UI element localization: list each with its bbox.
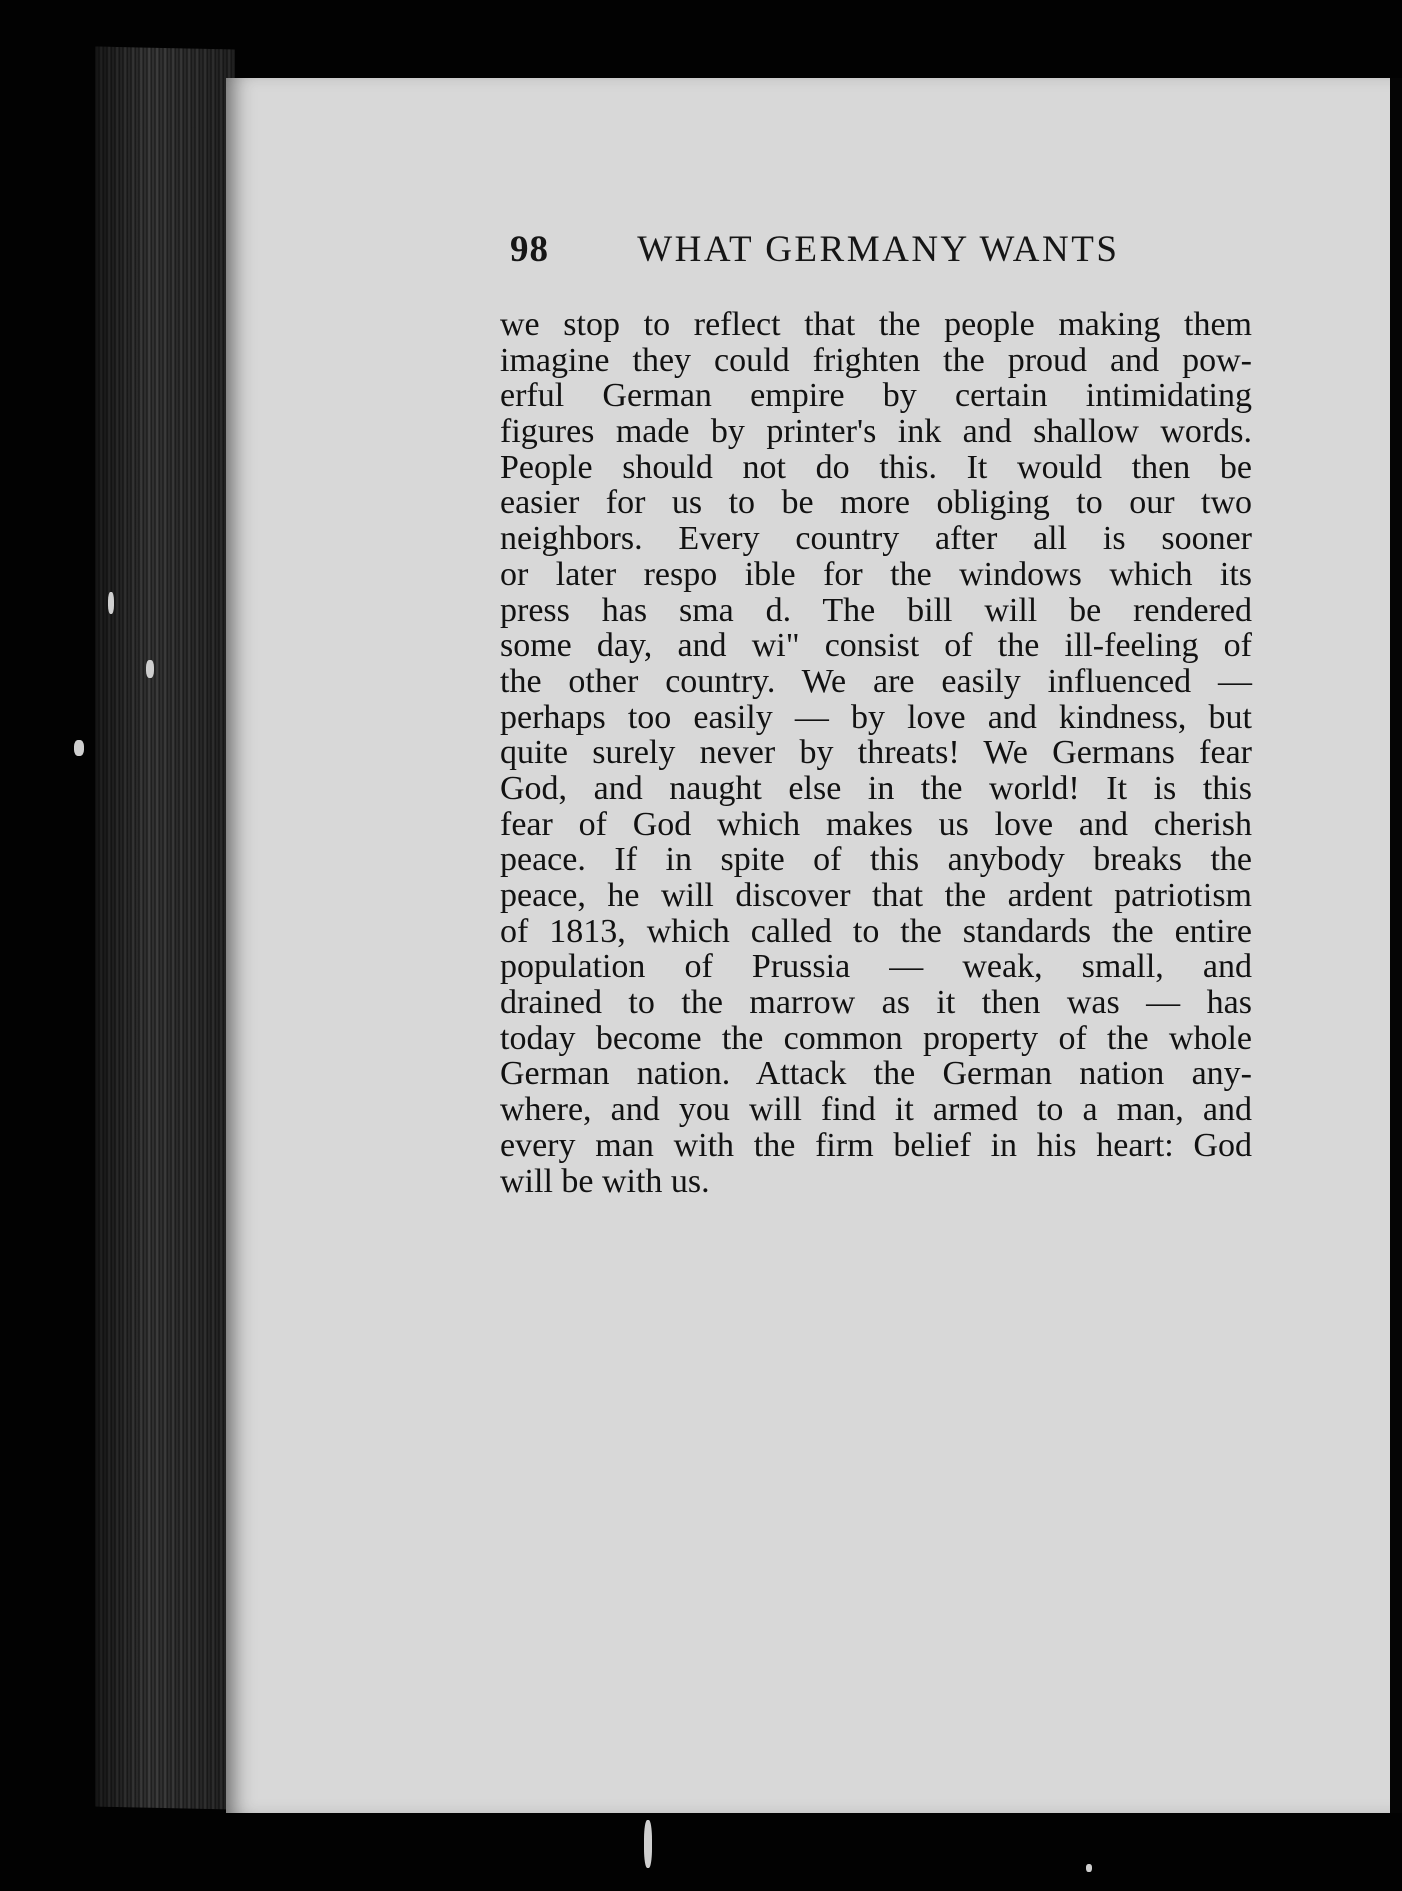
text-line: of 1813, which called to the standards the entire xyxy=(500,912,1252,950)
scan-speck xyxy=(644,1820,652,1868)
text-line: today become the common property of the whole xyxy=(500,1019,1252,1057)
text-line: some day, and wi" consist of the ill-feeling of xyxy=(500,627,1252,665)
text-line: every man with the firm belief in his heart: God xyxy=(500,1126,1252,1164)
text-line: press has sma d. The bill will be rendered xyxy=(500,591,1252,629)
scan-speck xyxy=(108,592,114,614)
text-line: peace, he will discover that the ardent patriotism xyxy=(500,877,1252,914)
text-line: or later respo ible for the windows which its xyxy=(500,555,1252,593)
text-line: perhaps too easily — by love and kindness, but xyxy=(500,698,1252,736)
page-number: 98 xyxy=(510,229,549,270)
text-line: neighbors. Every country after all is sooner xyxy=(500,520,1252,558)
text-line: imagine they could frighten the proud and pow- xyxy=(500,341,1252,379)
text-line: will be with us. xyxy=(500,1162,710,1200)
text-line: easier for us to be more obliging to our two xyxy=(500,484,1252,522)
text-line: the other country. We are easily influenced — xyxy=(500,662,1252,700)
text-line: we stop to reflect that the people making them xyxy=(500,306,1252,343)
scan-speck xyxy=(1086,1864,1092,1872)
page-header xyxy=(510,228,1260,271)
text-line: fear of God which makes us love and cherish xyxy=(500,805,1252,843)
text-line: People should not do this. It would then be xyxy=(500,448,1252,486)
scan-speck xyxy=(146,660,154,678)
text-line: population of Prussia — weak, small, and xyxy=(500,948,1252,986)
text-line: God, and naught else in the world! It is this xyxy=(500,769,1252,807)
text-line: where, and you will find it armed to a man, and xyxy=(500,1091,1252,1129)
text-line: peace. If in spite of this anybody breaks the xyxy=(500,841,1252,879)
running-head: WHAT GERMANY WANTS xyxy=(637,229,1120,270)
text-line: figures made by printer's ink and shallow words. xyxy=(500,413,1252,451)
page-edges xyxy=(95,47,235,1810)
text-line: erful German empire by certain intimidating xyxy=(500,377,1252,415)
text-line: German nation. Attack the German nation any- xyxy=(500,1055,1252,1093)
text-line: drained to the marrow as it then was — has xyxy=(500,984,1252,1022)
body-text xyxy=(500,307,1252,1199)
binding-shadow xyxy=(1390,78,1402,1813)
text-line: quite surely never by threats! We Germans fear xyxy=(500,734,1252,772)
scan-speck xyxy=(74,740,84,756)
